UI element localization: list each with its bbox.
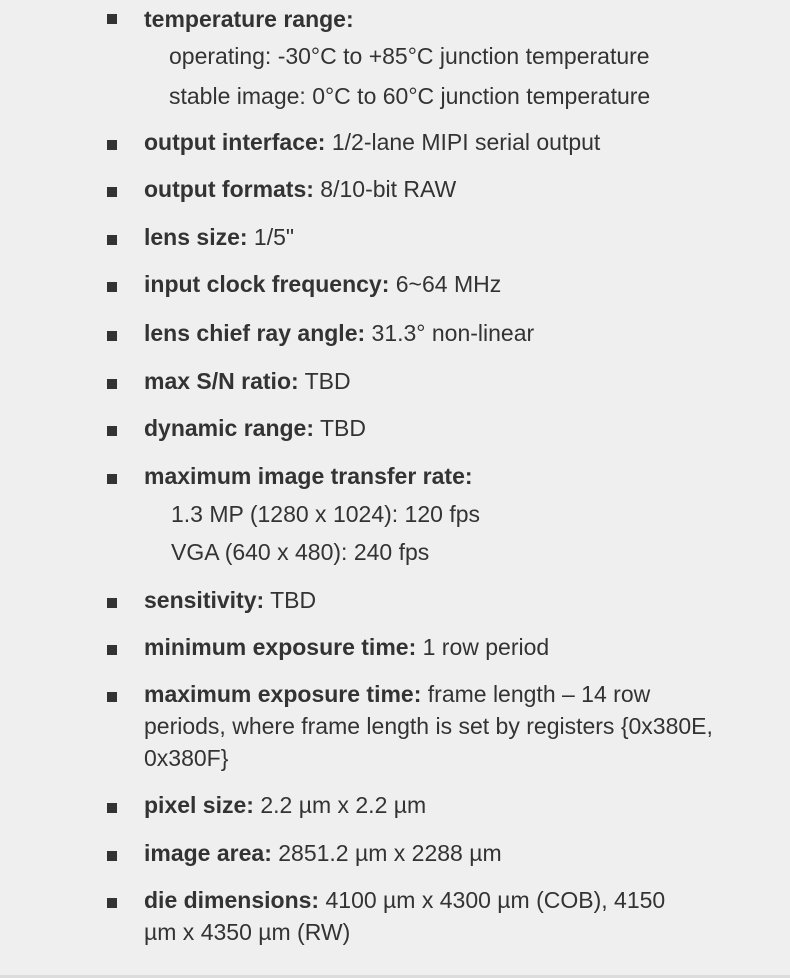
spec-value: 1/5" [247,224,295,250]
bullet-icon [107,14,117,24]
spec-subline: stable image: 0°C to 60°C junction temperature [169,83,651,109]
spec-label: maximum image transfer rate: [144,463,473,489]
spec-label: lens size: [144,224,248,250]
spec-value: 8/10-bit RAW [313,176,457,202]
spec-label: sensitivity: [144,587,265,613]
spec-label: output formats: [144,176,314,202]
spec-value: 1/2-lane MIPI serial output [325,129,601,155]
spec-label: die dimensions: [144,887,320,913]
spec-label: dynamic range: [144,415,314,441]
spec-subline: operating: -30°C to +85°C junction temperature [169,43,650,69]
spec-label: max S/N ratio: [144,368,299,394]
bullet-icon [107,645,117,655]
bullet-icon [107,474,117,484]
bullet-icon [107,898,117,908]
spec-value: TBD [298,368,351,394]
spec-value: 1 row period [416,634,550,660]
spec-label: image area: [144,840,272,866]
spec-subline: VGA (640 x 480): 240 fps [171,539,430,565]
bullet-icon [107,140,117,150]
spec-label: temperature range: [144,6,354,32]
spec-value: TBD [264,587,317,613]
bullet-icon [107,379,117,389]
spec-value: frame length – 14 row periods, where frame length is set by registers {0x380E, 0x380F} [144,681,713,771]
spec-value: 6~64 MHz [389,271,502,297]
bullet-icon [107,803,117,813]
bullet-icon [107,851,117,861]
spec-value: TBD [314,415,366,441]
bullet-icon [107,331,117,341]
bullet-icon [107,692,117,702]
spec-subline: 1.3 MP (1280 x 1024): 120 fps [171,501,480,527]
bullet-icon [107,235,117,245]
spec-value: 2.2 µm x 2.2 µm [253,792,427,818]
bullet-icon [107,426,117,436]
spec-label: pixel size: [144,792,254,818]
spec-label: maximum exposure time: [144,681,422,707]
spec-label: minimum exposure time: [144,634,417,660]
spec-label: output interface: [144,129,326,155]
spec-label: lens chief ray angle: [144,320,366,346]
bullet-icon [107,598,117,608]
bullet-icon [107,187,117,197]
spec-value: 2851.2 µm x 2288 µm [271,840,502,866]
spec-label: input clock frequency: [144,271,390,297]
spec-value: 4100 µm x 4300 µm (COB), 4150 µm x 4350 µm (RW) [144,887,666,945]
bullet-icon [107,282,117,292]
spec-value: 31.3° non-linear [365,320,535,346]
